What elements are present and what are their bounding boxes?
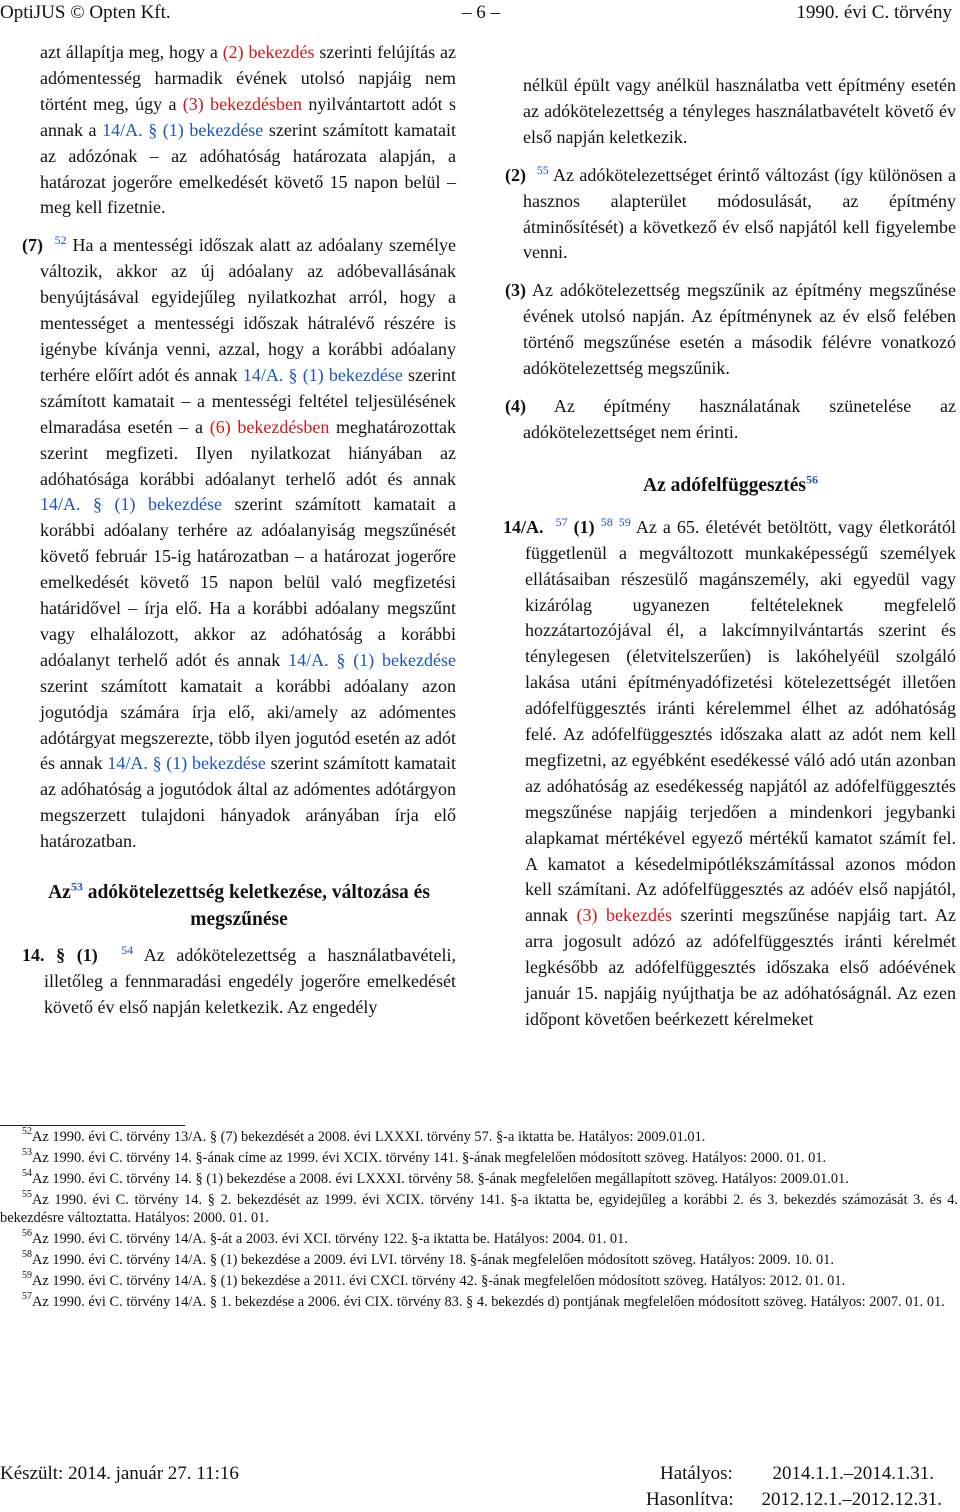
left-column [22, 40, 456, 1021]
header-page-number: – 6 – [462, 2, 500, 23]
footnote: $^{57}$Az 1990. évi C. törvény 14/A. § 1. bekezdése a 2006. évi CIX. törvény 83. § 4. bekezdés d) pontjának megfelelően módosított szöveg. Hatályos: 2007. 01. 01. [22, 1291, 945, 1310]
footnote-ref-52[interactable]: 52 [54, 233, 67, 248]
paragraph-number: (7) [22, 235, 43, 256]
ref-link-6[interactable]: (6) bekezdésben [209, 416, 330, 437]
footnote-ref-57[interactable]: 57 [555, 514, 568, 529]
footnote-ref-56[interactable]: 56 [806, 472, 818, 487]
footnote-ref-59[interactable]: 59 [618, 514, 631, 529]
right-column [505, 73, 956, 1033]
footer-generated: Készült: 2014. január 27. 11:16 [0, 1463, 239, 1484]
footnote-ref-54[interactable]: 54 [121, 943, 134, 958]
section-14: 14. § (1) $^{54}$ Az adókötelezettség a használatbavételi, illetőleg a fennmaradási engedély jogerőre emelkedését követő év első napján keletkezik. Az engedély [22, 943, 456, 1017]
section-heading: Az$^{53}$ adókötelezettség keletkezése, változása és megszűnése [48, 879, 430, 931]
section-heading-adofelfuggesztes: Az adófelfüggesztés$^{56}$ [643, 472, 818, 496]
section-14a: 14/A. $^{57}$ (1) $^{58}$ $^{59}$ Az a 65. életévét betöltött, vagy életkorától függetlenül a megváltozott munkaképességű személyek ellátásaiban részesülő magánszemély, aki egyedül vagy kizárólag ugyanezen feltételeknek megfelelő hozzátartozójával él, a lakcímnyilvántartás szerint és ténylegesen (életvitelszerűen) is lakóhelyéül szolgáló lakása utáni építményadófizetési kötelezettségét illetően adófelfüggesztés iránti kérelemmel élhet az adóhatóság felé. Az adófelfüggesztés időszaka alatt az adót nem kell megfizetni, az egyébként esedékessé váló adó után azonban az adóhatóság az esedékesség napjától az adófelfüggesztés megszűnése napjáig terjedően a mindenkori jegybanki alapkamat mértékével egyező mértékű kamatot számít fel. A kamatot a késedelmipótlékszámítással azonos módon kell számítani. Az adófelfüggesztés az adóév első napjától, annak (3) bekezdés szerinti megszűnése napjáig tart. Az arra jogosult adózó az adófelfüggesztés iránti kérelmét legkésőbb az adófelfüggesztés időszaka első adóévének január 15. napjáig nyújthatja be az adóhatóságnál. Az ezen időpont követően beérkezett kérelmeket [503, 514, 957, 1029]
ref-link-3[interactable]: (3) bekezdésben [182, 93, 303, 114]
ref-link-14a[interactable]: 14/A. § (1) bekezdése [102, 119, 264, 140]
section-14-continuation: nélkül épült vagy anélkül használatba vett építmény esetén az adókötelezettség a tényleges használatbavételt követő év első napján keletkezik. [523, 75, 956, 147]
paragraph-6-continuation: azt állapítja meg, hogy a (2) bekezdés szerinti felújítás az adómentesség harmadik évének utolsó napjáig nem történt meg, úgy a (3) bekezdésben nyilvántartott adót s annak a 14/A. § (1) bekezdése szerint számított kamatait az adózónak – az adóhatóság határozata alapján, a határozat jogerőre emelkedését követő 15 napon belül – meg kell fizetnie. [40, 42, 456, 218]
footnotes [0, 1128, 958, 1314]
header-publisher: OptiJUS © Opten Kft. [0, 2, 171, 23]
footnote-ref-55[interactable]: 55 [536, 162, 549, 177]
header-law-title: 1990. évi C. törvény [796, 2, 952, 23]
paragraph-3: (3) Az adókötelezettség megszűnik az építmény megszűnése évének utolsó napján. Az építménynek az év első felében történő megszűnése esetén a második félévre vonatkozó adókötelezettség megszűnik. [505, 280, 956, 379]
ref-link-14a[interactable]: 14/A. § (1) bekezdése [242, 364, 403, 385]
footer-compared-value: 2012.12.1.–2012.12.31. [761, 1489, 942, 1510]
section-number: 14. § (1) [22, 945, 98, 966]
footnote-ref-58[interactable]: 58 [600, 514, 613, 529]
footnote: $^{59}$Az 1990. évi C. törvény 14/A. § (1) bekezdése a 2011. évi CXCI. törvény 42. §-ának megfelelően módosított szöveg. Hatályos: 2012. 01. 01. [22, 1270, 846, 1289]
ref-link-14a[interactable]: 14/A. § (1) bekezdése [107, 753, 266, 774]
footnote: $^{53}$Az 1990. évi C. törvény 14. §-ának címe az 1999. évi XCIX. törvény 141. §-ának megfelelően módosított szöveg. Hatályos: 2000. 01. 01. [22, 1147, 827, 1166]
paragraph-7: (7) $^{52}$ Ha a mentességi időszak alatt az adóalany személye változik, akkor az új adóalany az adóbevallásának benyújtásával egyidejűleg nyilatkozhat arról, hogy a mentességet a mentességi időszak hátralévő részére is igénybe kívánja venni, azzal, hogy a korábbi adóalany terhére előírt adót és annak 14/A. § (1) bekezdése szerint számított kamatait – a mentességi feltétel teljesülésének elmaradása esetén – a (6) bekezdésben meghatározottak szerint megfizeti. Ilyen nyilatkozat hiányában az adóhatósága korábbi adóalanyt terhelő adót és annak 14/A. § (1) bekezdése szerint számított kamatait a korábbi adóalany terhére az adóalanyiság megszűnését követő február 15-ig határozatban – a határozat jogerőre emelkedését követő 15 napon belül való megfizetési határidővel – írja elő. Ha a korábbi adóalany megszűnt vagy elhalálozott, akkor az adóhatóság a korábbi adóalanyt terhelő adót és annak 14/A. § (1) bekezdése szerint számított kamatait a korábbi adóalany azon jogutódja számára írja elő, aki/amely az adómentes adótárgyat megszerezte, több ilyen jogutód esetén az adót és annak 14/A. § (1) bekezdése szerint számított kamatait az adóhatóság a jogutódok által az adómentes adótárgyon megszerzett tulajdoni hányadok arányában írja elő határozatban. [22, 233, 457, 852]
footer-valid-label: Hatályos: [660, 1463, 733, 1484]
footnote-ref-53[interactable]: 53 [70, 879, 83, 894]
paragraph-4: (4) Az építmény használatának szünetelése az adókötelezettséget nem érinti. [505, 395, 956, 442]
ref-link-14a[interactable]: 14/A. § (1) bekezdése [40, 494, 222, 515]
ref-link-2[interactable]: (2) bekezdés [222, 42, 315, 62]
footnote: $^{58}$Az 1990. évi C. törvény 14/A. § (1) bekezdése a 2009. évi LVI. törvény 18. §-ának megfelelően módosított szöveg. Hatályos: 2009. 10. 01. [22, 1249, 834, 1268]
page-header [0, 2, 960, 26]
paragraph-2: (2) $^{55}$ Az adókötelezettséget érintő változást (így különösen a hasznos alapterület módosulását, az építmény átminősítését) a következő év első napjától kell figyelembe venni. [505, 162, 957, 263]
footnote: $^{52}$Az 1990. évi C. törvény 13/A. § (7) bekezdését a 2008. évi LXXXI. törvény 57. §-a iktatta be. Hatályos: 2009.01.01. [22, 1126, 706, 1145]
ref-link-3[interactable]: (3) bekezdés [576, 905, 672, 926]
footnote: $^{56}$Az 1990. évi C. törvény 14/A. §-át a 2003. évi XCI. törvény 122. §-a iktatta be. Hatályos: 2004. 01. 01. [22, 1228, 628, 1247]
footnote: $^{54}$Az 1990. évi C. törvény 14. § (1) bekezdése a 2008. évi LXXXI. törvény 58. §-ának megfelelően megállapított szöveg. Hatályos: 2009.01.01. [22, 1168, 849, 1187]
footnote: $^{55}$Az 1990. évi C. törvény 14. § 2. bekezdését az 1999. évi XCIX. törvény 141. §-a iktatta be, egyidejűleg a korábbi 2. és 3. bekezdés számozását 3. és 4. bekezdésre változtatta. Hatályos: 2000. 01. 01. [0, 1189, 958, 1226]
footer-valid-value: 2014.1.1.–2014.1.31. [772, 1463, 934, 1484]
footer-compared-label: Hasonlítva: [646, 1489, 734, 1510]
ref-link-14a[interactable]: 14/A. § (1) bekezdése [288, 649, 456, 670]
